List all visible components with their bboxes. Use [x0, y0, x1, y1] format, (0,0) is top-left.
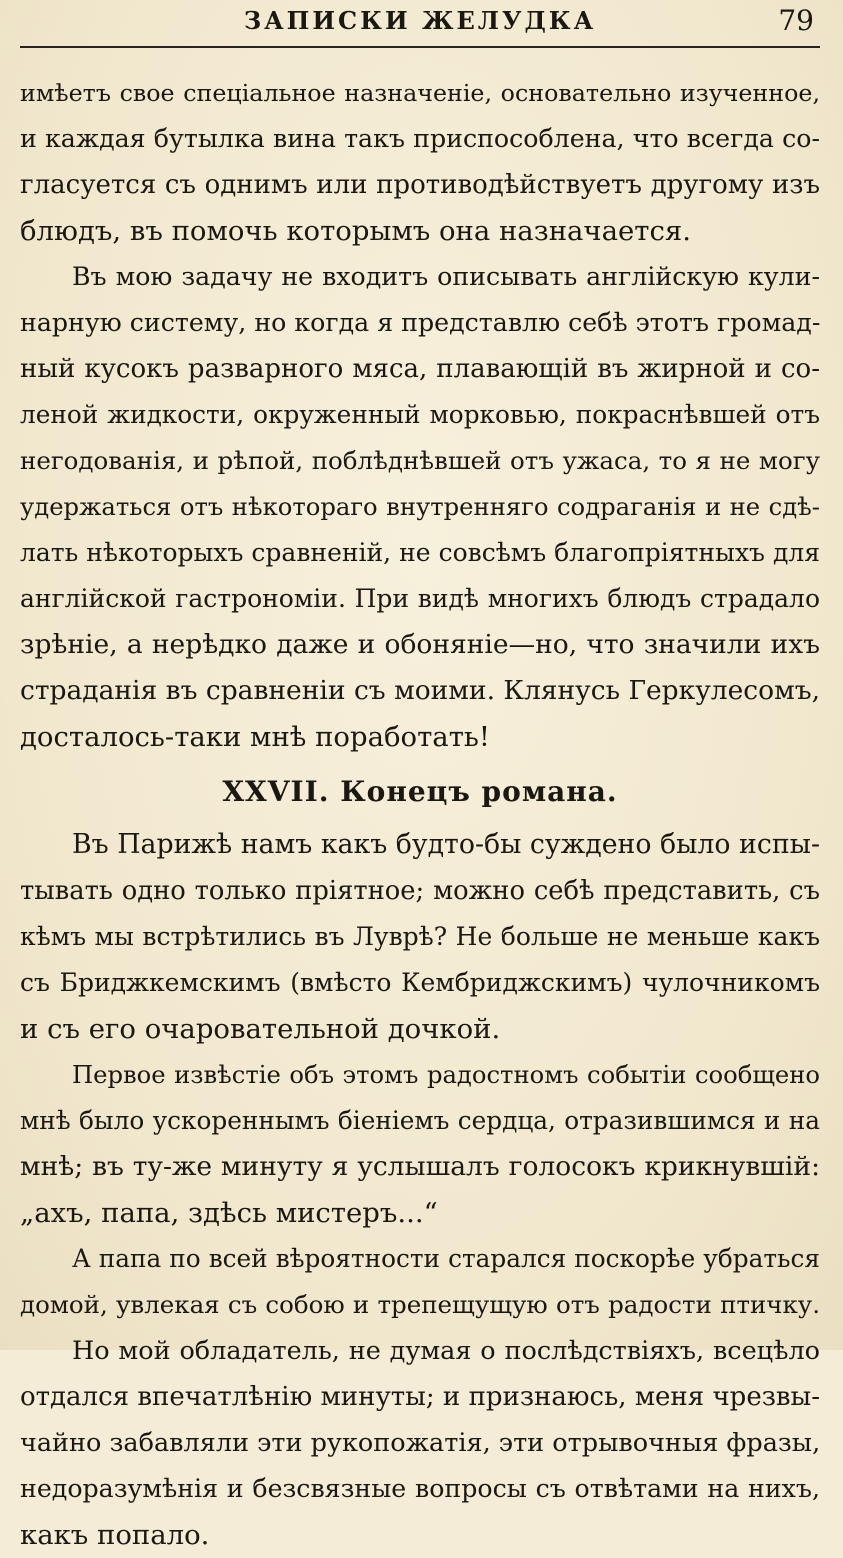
- text-line: негодованія, и рѣпой, поблѣднѣвшей отъ ужаса, то я не могу: [20, 446, 820, 475]
- text-line: лать нѣкоторыхъ сравненій, не совсѣмъ благопріятныхъ для: [20, 538, 820, 567]
- text-line: ный кусокъ разварного мяса, плавающій въ жирной и со-: [20, 354, 820, 384]
- text-line: „ахъ, папа, здѣсь мистеръ...“: [20, 1197, 438, 1229]
- text-line: и съ его очаровательной дочкой.: [20, 1013, 501, 1045]
- text-line: чайно забавляли эти рукопожатія, эти отрывочныя фразы,: [20, 1428, 821, 1458]
- text-line: гласуется съ однимъ или противодѣйствуетъ другому изъ: [20, 170, 820, 200]
- text-line: отдался впечатлѣнію минуты; и признаюсь, меня чрезвы-: [20, 1382, 820, 1412]
- text-line: тывать одно только пріятное; можно себѣ представить, съ: [20, 876, 820, 906]
- text-line: и каждая бутылка вина такъ приспособлена, что всегда со-: [20, 124, 820, 153]
- text-line: съ Бриджкемскимъ (вмѣсто Кембриджскимъ) чулочникомъ: [20, 968, 820, 997]
- text-line: мнѣ; въ ту-же минуту я услышалъ голосокъ крикнувшій:: [20, 1151, 820, 1182]
- text-line: блюдъ, въ помочь которымъ она назначается.: [20, 215, 691, 247]
- text-line: англійской гастрономіи. При видѣ многихъ блюдъ страдало: [20, 584, 820, 613]
- page-number: 79: [778, 4, 814, 37]
- text-line: недоразумѣнія и безсвязные вопросы съ отвѣтами на нихъ,: [20, 1474, 820, 1503]
- text-line: кѣмъ мы встрѣтились въ Луврѣ? Не больше не меньше какъ: [20, 922, 820, 951]
- text-line: мнѣ было ускореннымъ біеніемъ сердца, отразившимся и на: [20, 1106, 820, 1135]
- text-line: Первое извѣстіе объ этомъ радостномъ событіи сообщено: [72, 1060, 820, 1089]
- body-text: [20, 70, 820, 1558]
- text-line: домой, увлекая съ собою и трепещущую отъ радости птичку.: [20, 1290, 820, 1319]
- text-line: Въ Парижѣ намъ какъ будто-бы суждено было испы-: [72, 829, 820, 860]
- text-line: имѣетъ свое спеціальное назначеніе, основательно изученное,: [20, 79, 820, 107]
- text-line: нарную систему, но когда я представлю себѣ этотъ громад-: [20, 308, 821, 337]
- text-line: леной жидкости, окруженный морковью, покраснѣвшей отъ: [20, 400, 820, 429]
- text-line: А папа по всей вѣроятности старался поскорѣе убраться: [72, 1244, 820, 1273]
- running-header: [20, 0, 820, 48]
- text-line: какъ попало.: [20, 1519, 210, 1551]
- text-line: удержаться отъ нѣкотораго внутренняго содраганія и не сдѣ-: [20, 492, 820, 521]
- text-line: зрѣніе, а нерѣдко даже и обоняніе—но, что значили ихъ: [20, 629, 820, 660]
- text-line: Но мой обладатель, не думая о послѣдствіяхъ, всецѣло: [72, 1336, 820, 1366]
- text-line: страданія въ сравненіи съ моими. Клянусь Геркулесомъ,: [20, 675, 820, 706]
- text-line: Въ мою задачу не входитъ описывать англійскую кули-: [72, 262, 820, 291]
- chapter-heading: XXVII. Конецъ романа.: [222, 775, 618, 808]
- text-line: досталось-таки мнѣ поработать!: [20, 721, 490, 753]
- running-title: ЗАПИСКИ ЖЕЛУДКА: [243, 6, 597, 35]
